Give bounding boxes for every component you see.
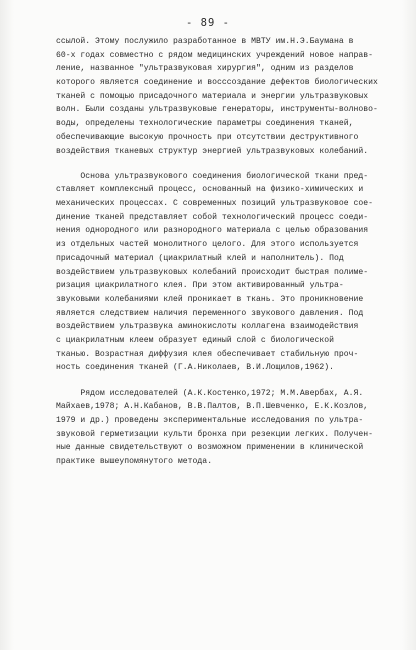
text-line: обеспечивающие высокую прочность при отсутствии деструктивного	[56, 132, 359, 142]
text-line: Майхаев,1978; А.Н.Кабанов, В.В.Палтов, В.П.Шевченко, Е.К.Козлов,	[56, 402, 369, 412]
text-line: звуковой герметизации культи бронха при резекции легких. Получен-	[56, 429, 374, 439]
paragraph-2	[56, 170, 392, 375]
text-line: ставляет комплексный процесс, основанный на физико-химических и	[56, 185, 364, 195]
text-line: воздействия тканевых структур энергией ультразвуковых колебаний.	[56, 146, 369, 156]
text-line: которого является соединение и восссоздание дефектов биологических	[56, 78, 378, 88]
text-line: нения однородного или разнородного материала с целью образования	[56, 226, 369, 236]
paragraph-1	[56, 35, 392, 158]
text-line: Рядом исследователей (А.К.Костенко,1972; М.М.Авербах, А.Я.	[56, 388, 364, 398]
text-line: ные данные свидетельствуют о возможном применении в клинической	[56, 443, 364, 453]
text-line: из отдельных частей монолитного целого. Для этого используется	[56, 240, 359, 250]
text-line: механических процессах. С современных позиций ультразвуковое сое-	[56, 199, 374, 209]
paragraph-spacer	[56, 375, 392, 387]
paragraph-spacer	[56, 158, 392, 170]
text-line: ление, названное "ультразвуковая хирургия", одним из разделов	[56, 64, 354, 74]
text-line: воды, определены технологические параметры соединения тканей,	[56, 119, 354, 129]
text-line: волн. Были созданы ультразвуковые генераторы, инструменты-волново-	[56, 105, 378, 115]
text-line: тканью. Возрастная диффузия клея обеспечивает стабильную проч-	[56, 349, 359, 359]
text-line: присадочный материал (циакрилатный клей и наполнитель). Под	[56, 253, 344, 263]
text-line: тканей с помощью присадочного материала и энергии ультразвуковых	[56, 91, 369, 101]
text-line: 1979 и др.) проведены экспериментальные исследования по ультра-	[56, 415, 364, 425]
paragraph-3	[56, 387, 392, 469]
text-line: динение тканей представляет собой технологический процесс соеди-	[56, 212, 369, 222]
body-text	[56, 35, 392, 469]
text-line: звуковыми колебаниями клей проникает в ткань. Это проникновение	[56, 294, 364, 304]
text-line: ность соединения тканей (Г.А.Николаев, В.И.Лощилов,1962).	[56, 363, 334, 373]
text-line: воздействием ультразвука аминокислоты коллагена взаимодействия	[56, 322, 359, 332]
text-line: Основа ультразвукового соединения биологической ткани пред-	[56, 171, 369, 181]
text-line: ризация циакрилатного клея. При этом активированный ультра-	[56, 281, 344, 291]
text-line: является следствием наличия переменного звукового давления. Под	[56, 308, 364, 318]
text-line: практике вышеупомянутого метода.	[56, 456, 213, 466]
text-line: ссылой. Этому послужило разработанное в МВТУ им.Н.Э.Баумана в	[56, 37, 354, 46]
text-line: с циакрилатным клеем образует единый слой с биологической	[56, 335, 334, 345]
text-line: 60-х годах совместно с рядом медицинских учреждений новое направ-	[56, 50, 374, 60]
text-line: воздействием ультразвуковых колебаний происходит быстрая полиме-	[56, 267, 369, 277]
page-number: - 89 -	[186, 17, 230, 29]
